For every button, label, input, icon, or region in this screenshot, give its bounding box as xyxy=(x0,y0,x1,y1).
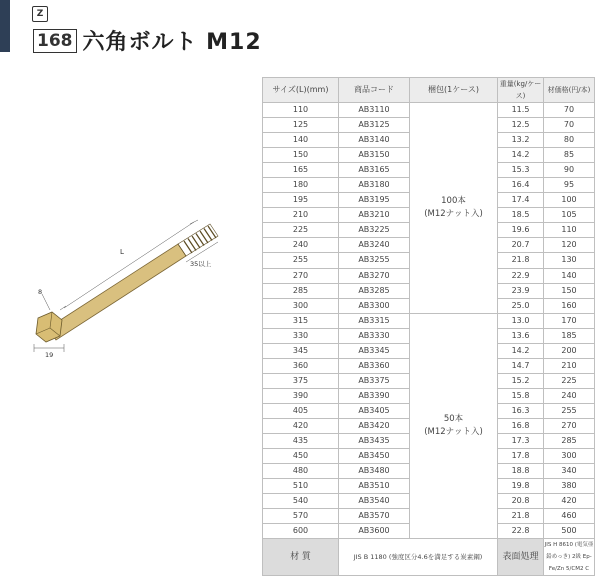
width-across-flats-label: 19 xyxy=(45,351,54,359)
cell-price: 270 xyxy=(544,418,595,433)
cell-weight: 17.4 xyxy=(498,193,544,208)
pack-quantity: 100本 xyxy=(441,195,466,206)
cell-weight: 14.7 xyxy=(498,358,544,373)
page-number: 168 xyxy=(33,29,77,53)
cell-price: 500 xyxy=(544,524,595,539)
table-footer-row xyxy=(263,539,595,576)
cell-weight: 18.5 xyxy=(498,208,544,223)
cell-price: 130 xyxy=(544,253,595,268)
cell-weight: 25.0 xyxy=(498,298,544,313)
cell-size: 435 xyxy=(263,434,339,449)
cell-pack xyxy=(410,103,498,314)
cell-code: AB3570 xyxy=(339,509,410,524)
cell-size: 300 xyxy=(263,298,339,313)
table-row xyxy=(263,103,595,118)
cell-weight: 19.8 xyxy=(498,479,544,494)
cell-size: 195 xyxy=(263,193,339,208)
header-price: 材価格(円/本) xyxy=(544,78,595,103)
cell-weight: 11.5 xyxy=(498,103,544,118)
cell-weight: 19.6 xyxy=(498,223,544,238)
cell-price: 105 xyxy=(544,208,595,223)
cell-price: 210 xyxy=(544,358,595,373)
cell-price: 225 xyxy=(544,373,595,388)
cell-price: 80 xyxy=(544,133,595,148)
cell-code: AB3435 xyxy=(339,434,410,449)
cell-price: 300 xyxy=(544,449,595,464)
cell-size: 110 xyxy=(263,103,339,118)
cell-price: 150 xyxy=(544,283,595,298)
cell-price: 380 xyxy=(544,479,595,494)
cell-price: 85 xyxy=(544,148,595,163)
header-pack: 梱包(1ケース) xyxy=(410,78,498,103)
cell-price: 420 xyxy=(544,494,595,509)
cell-weight: 13.6 xyxy=(498,328,544,343)
cell-weight: 22.8 xyxy=(498,524,544,539)
cell-weight: 13.0 xyxy=(498,313,544,328)
cell-code: AB3255 xyxy=(339,253,410,268)
cell-code: AB3330 xyxy=(339,328,410,343)
cell-weight: 23.9 xyxy=(498,283,544,298)
cell-size: 315 xyxy=(263,313,339,328)
cell-code: AB3125 xyxy=(339,118,410,133)
table-header-row xyxy=(263,78,595,103)
cell-weight: 12.5 xyxy=(498,118,544,133)
cell-code: AB3540 xyxy=(339,494,410,509)
material-value: JIS B 1180 (強度区分4.6を満足する炭素鋼) xyxy=(339,539,498,576)
cell-code: AB3375 xyxy=(339,373,410,388)
head-height-label: 8 xyxy=(38,288,43,296)
cell-price: 70 xyxy=(544,118,595,133)
cell-price: 120 xyxy=(544,238,595,253)
cell-size: 420 xyxy=(263,418,339,433)
spec-table xyxy=(262,77,595,576)
cell-price: 110 xyxy=(544,223,595,238)
pack-quantity: 50本 xyxy=(443,414,464,424)
finish-value: JIS H 8610 (電気亜鉛めっき) 2級 Ep-Fe/Zn 5/CM2 C xyxy=(544,539,595,576)
cell-price: 95 xyxy=(544,178,595,193)
cell-code: AB3225 xyxy=(339,223,410,238)
cell-size: 165 xyxy=(263,163,339,178)
bolt-drawing xyxy=(10,200,240,360)
cell-code: AB3480 xyxy=(339,464,410,479)
cell-code: AB3510 xyxy=(339,479,410,494)
cell-weight: 21.8 xyxy=(498,253,544,268)
cell-pack xyxy=(410,313,498,539)
cell-size: 405 xyxy=(263,403,339,418)
cell-size: 210 xyxy=(263,208,339,223)
cell-code: AB3180 xyxy=(339,178,410,193)
cell-price: 255 xyxy=(544,403,595,418)
cell-size: 510 xyxy=(263,479,339,494)
cell-code: AB3270 xyxy=(339,268,410,283)
cell-code: AB3450 xyxy=(339,449,410,464)
accent-bar xyxy=(0,0,10,52)
cell-code: AB3600 xyxy=(339,524,410,539)
header-size: サイズ(L)(mm) xyxy=(263,78,339,103)
cell-weight: 15.8 xyxy=(498,388,544,403)
cell-weight: 14.2 xyxy=(498,343,544,358)
cell-code: AB3195 xyxy=(339,193,410,208)
cell-code: AB3165 xyxy=(339,163,410,178)
cell-size: 270 xyxy=(263,268,339,283)
cell-weight: 16.3 xyxy=(498,403,544,418)
cell-size: 180 xyxy=(263,178,339,193)
cell-weight: 16.4 xyxy=(498,178,544,193)
cell-size: 375 xyxy=(263,373,339,388)
cell-weight: 15.3 xyxy=(498,163,544,178)
cell-size: 480 xyxy=(263,464,339,479)
page-title: 六角ボルト M12 xyxy=(82,30,262,55)
cell-size: 570 xyxy=(263,509,339,524)
cell-code: AB3360 xyxy=(339,358,410,373)
cell-price: 100 xyxy=(544,193,595,208)
cell-size: 150 xyxy=(263,148,339,163)
category-icon: Z xyxy=(32,6,48,22)
cell-code: AB3110 xyxy=(339,103,410,118)
cell-code: AB3140 xyxy=(339,133,410,148)
cell-price: 140 xyxy=(544,268,595,283)
cell-price: 160 xyxy=(544,298,595,313)
cell-size: 540 xyxy=(263,494,339,509)
cell-size: 240 xyxy=(263,238,339,253)
material-label: 材 質 xyxy=(263,539,339,576)
cell-price: 285 xyxy=(544,434,595,449)
cell-price: 70 xyxy=(544,103,595,118)
cell-size: 285 xyxy=(263,283,339,298)
length-dimension xyxy=(60,220,198,310)
cell-price: 170 xyxy=(544,313,595,328)
bolt-shank xyxy=(48,244,186,340)
cell-price: 185 xyxy=(544,328,595,343)
cell-price: 90 xyxy=(544,163,595,178)
cell-price: 240 xyxy=(544,388,595,403)
cell-code: AB3285 xyxy=(339,283,410,298)
cell-size: 125 xyxy=(263,118,339,133)
pack-note: (M12ナット入) xyxy=(424,427,483,437)
cell-weight: 20.7 xyxy=(498,238,544,253)
cell-weight: 22.9 xyxy=(498,268,544,283)
cell-code: AB3150 xyxy=(339,148,410,163)
cell-size: 330 xyxy=(263,328,339,343)
cell-code: AB3345 xyxy=(339,343,410,358)
cell-weight: 17.8 xyxy=(498,449,544,464)
cell-weight: 20.8 xyxy=(498,494,544,509)
cell-price: 460 xyxy=(544,509,595,524)
cell-size: 600 xyxy=(263,524,339,539)
length-label: L xyxy=(120,248,124,256)
header-weight: 重量(kg/ケース) xyxy=(498,78,544,103)
thread-label: 35以上 xyxy=(190,260,212,268)
cell-size: 255 xyxy=(263,253,339,268)
cell-size: 345 xyxy=(263,343,339,358)
cell-code: AB3405 xyxy=(339,403,410,418)
cell-size: 390 xyxy=(263,388,339,403)
cell-size: 225 xyxy=(263,223,339,238)
cell-weight: 13.2 xyxy=(498,133,544,148)
pack-note: (M12ナット入) xyxy=(424,208,483,219)
cell-weight: 16.8 xyxy=(498,418,544,433)
header-code: 商品コード xyxy=(339,78,410,103)
cell-weight: 14.2 xyxy=(498,148,544,163)
cell-code: AB3210 xyxy=(339,208,410,223)
cell-weight: 18.8 xyxy=(498,464,544,479)
page-header xyxy=(33,25,262,56)
cell-price: 340 xyxy=(544,464,595,479)
cell-weight: 21.8 xyxy=(498,509,544,524)
cell-price: 200 xyxy=(544,343,595,358)
cell-size: 450 xyxy=(263,449,339,464)
cell-code: AB3420 xyxy=(339,418,410,433)
table-body xyxy=(263,103,595,539)
cell-size: 140 xyxy=(263,133,339,148)
table-row xyxy=(263,313,595,328)
cell-weight: 17.3 xyxy=(498,434,544,449)
cell-weight: 15.2 xyxy=(498,373,544,388)
cell-code: AB3315 xyxy=(339,313,410,328)
cell-code: AB3390 xyxy=(339,388,410,403)
cell-size: 360 xyxy=(263,358,339,373)
cell-code: AB3300 xyxy=(339,298,410,313)
cell-code: AB3240 xyxy=(339,238,410,253)
finish-label: 表面処理 xyxy=(498,539,544,576)
